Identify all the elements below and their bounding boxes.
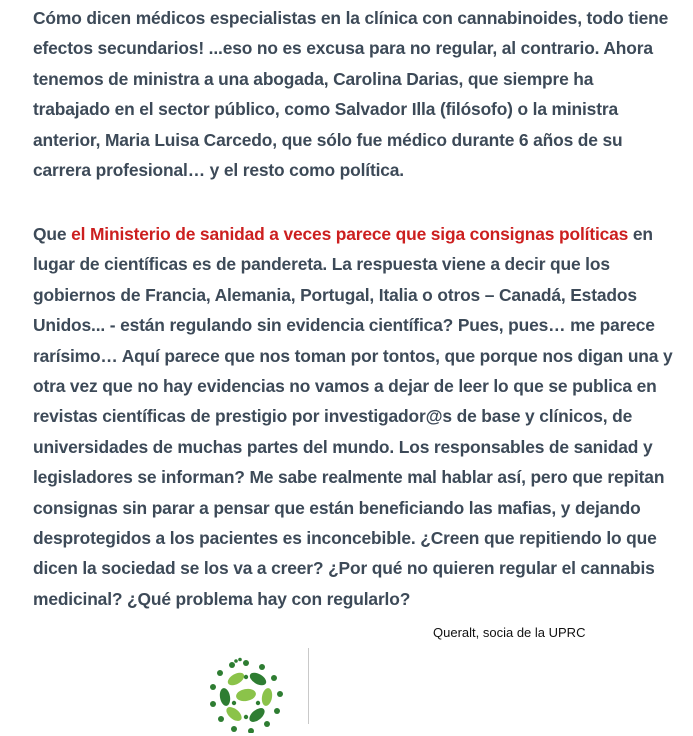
vertical-divider bbox=[308, 648, 309, 724]
article-paragraph-2 bbox=[33, 219, 673, 614]
highlighted-phrase: el Ministerio de sanidad a veces parece que siga consignas políticas bbox=[71, 224, 629, 244]
paragraph-2-rest: en lugar de científicas es de pandereta. La respuesta viene a decir que los gobiernos de Francia, Alemania, Portugal, Italia o otros – Canadá, Estados Unidos... - están regulando sin evidencia científica? Pues, pues… me parece rarísimo… Aquí parece que nos toman por tontos, que porque nos digan una y otra vez que no hay evidencias no vamos a dejar de leer lo que se publica en revistas científicas de prestigio por investigador@s de base y clínicos, de universidades de muchas partes del mundo. Los responsables de sanidad y legisladores se informan? Me sabe realmente mal hablar así, pero que repitan consignas sin parar a pensar que están beneficiando las mafias, y dejando desprotegidos a los pacientes es inconcebible. ¿Creen que repitiendo lo que dicen la sociedad se los va a creer? ¿Por qué no quieren regular el cannabis medicinal? ¿Qué problema hay con regularlo? bbox=[33, 224, 673, 609]
article-paragraph-1: Cómo dicen médicos especialistas en la clínica con cannabinoides, todo tiene efectos secundarios! ...eso no es excusa para no regular, al contrario. Ahora tenemos de ministra a una abogada, Carolina Darias, que siempre ha trabajado en el sector público, como Salvador Illa (filósofo) o la ministra anterior, Maria Luisa Carcedo, que sólo fue médico durante 6 años de su carrera profesional… y el resto como política. bbox=[33, 8, 669, 181]
quote-attribution: Queralt, socia de la UPRC bbox=[433, 625, 586, 640]
green-leaf-globe-logo-icon bbox=[207, 657, 285, 733]
paragraph-2-lead: Que bbox=[33, 224, 72, 244]
